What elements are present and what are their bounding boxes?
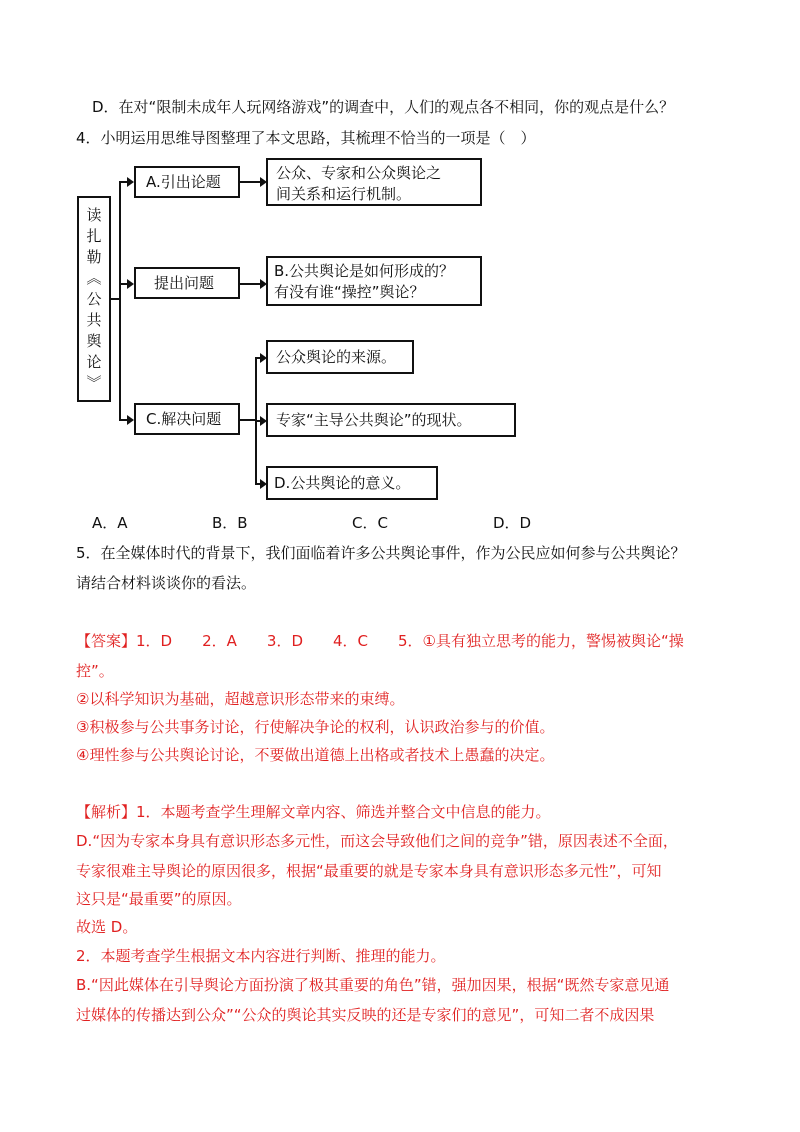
- branch-a-detail-box: [266, 158, 482, 206]
- analysis-line: 过媒体的传播达到公众”“公众的舆论其实反映的还是专家们的意见”，可知二者不成因果: [76, 1006, 655, 1024]
- option-d: D．D: [493, 514, 532, 532]
- question-5-line: 请结合材料谈谈你的看法。: [76, 574, 257, 592]
- analysis-line: 故选 D。: [76, 918, 138, 936]
- connector: [119, 181, 127, 183]
- arrow-icon: [127, 415, 134, 425]
- answer-line: ④理性参与公共舆论讨论，不要做出道德上出格或者技术上愚蠢的决定。: [76, 746, 555, 764]
- branch-c-detail-line: 专家“主导公共舆论”的现状。: [276, 411, 472, 429]
- question-5-line: 5．在全媒体时代的背景下，我们面临着许多公共舆论事件，作为公民应如何参与公共舆论？: [76, 544, 686, 562]
- title-char: 舆: [86, 331, 102, 350]
- analysis-line: B.“因此媒体在引导舆论方面扮演了极其重要的角色”错，强加因果，根据“既然专家意见通: [76, 976, 670, 994]
- branch-a-label: A.引出论题: [146, 173, 221, 191]
- answer-line: ②以科学知识为基础，超越意识形态带来的束缚。: [76, 690, 405, 708]
- branch-c-detail-box-3: [266, 466, 438, 500]
- branch-c-detail-box-2: [266, 403, 516, 437]
- branch-c-label: C.解决问题: [146, 410, 222, 428]
- analysis-text: 【解析】1．本题考查学生理解文章内容、筛选并整合文中信息的能力。: [76, 803, 551, 821]
- connector: [240, 181, 260, 183]
- branch-a-detail-line: 公众、专家和公众舆论之: [276, 164, 442, 182]
- arrow-icon: [127, 177, 134, 187]
- mind-map-title: [77, 196, 111, 402]
- answer-line: ③积极参与公共事务讨论，行使解决争论的权利，认识政治参与的价值。: [76, 718, 555, 736]
- title-char: 论: [86, 352, 102, 371]
- option-b: B．B: [212, 514, 248, 532]
- title-char: ︽: [86, 268, 102, 287]
- branch-b-label: 提出问题: [154, 274, 215, 292]
- branch-c-detail-line: 公众舆论的来源。: [276, 348, 397, 366]
- branch-b-box: [134, 267, 240, 299]
- branch-b-detail-line: 有没有谁“操控”舆论？: [274, 283, 425, 301]
- branch-b-detail-box: [266, 256, 482, 306]
- title-char: 扎: [86, 226, 102, 245]
- analysis-line: 2．本题考查学生根据文本内容进行判断、推理的能力。: [76, 947, 446, 965]
- question-4-stem: 4．小明运用思维导图整理了本文思路，其梳理不恰当的一项是（ ）: [76, 129, 536, 147]
- branch-a-box: [134, 166, 240, 198]
- title-char: 公: [86, 289, 102, 308]
- title-char: 共: [86, 310, 102, 329]
- branch-c-detail-line: D.公共舆论的意义。: [274, 474, 411, 492]
- answer-line: 【答案】1．D 2．A 3．D 4．C 5．①具有独立思考的能力，警惕被舆论“操: [76, 632, 684, 650]
- analysis-line: D.“因为专家本身具有意识形态多元性，而这会导致他们之间的竞争”错，原因表述不全面，: [76, 832, 678, 850]
- analysis-line: 这只是“最重要”的原因。: [76, 890, 242, 908]
- analysis-line: [76, 801, 551, 823]
- connector: [240, 283, 260, 285]
- branch-b-detail-line: B.公共舆论是如何形成的？: [274, 262, 455, 280]
- answer-line: 控”。: [76, 662, 114, 680]
- connector: [119, 181, 121, 420]
- option-c: C．C: [352, 514, 388, 532]
- branch-c-box: [134, 403, 240, 435]
- connector: [119, 419, 127, 421]
- branch-c-detail-box-1: [266, 340, 414, 374]
- branch-a-detail-line: 间关系和运行机制。: [276, 185, 412, 203]
- title-char: ︾: [86, 373, 102, 392]
- analysis-line: 专家很难主导舆论的原因很多，根据“最重要的就是专家本身具有意识形态多元性”，可知: [76, 862, 662, 880]
- question-3-option-d: D．在对“限制未成年人玩网络游戏”的调查中，人们的观点各不相同，你的观点是什么？: [92, 98, 675, 116]
- option-a: A．A: [92, 514, 128, 532]
- title-char: 读: [86, 205, 102, 224]
- connector: [119, 283, 127, 285]
- connector: [240, 419, 256, 421]
- arrow-icon: [127, 279, 134, 289]
- title-char: 勒: [86, 247, 102, 266]
